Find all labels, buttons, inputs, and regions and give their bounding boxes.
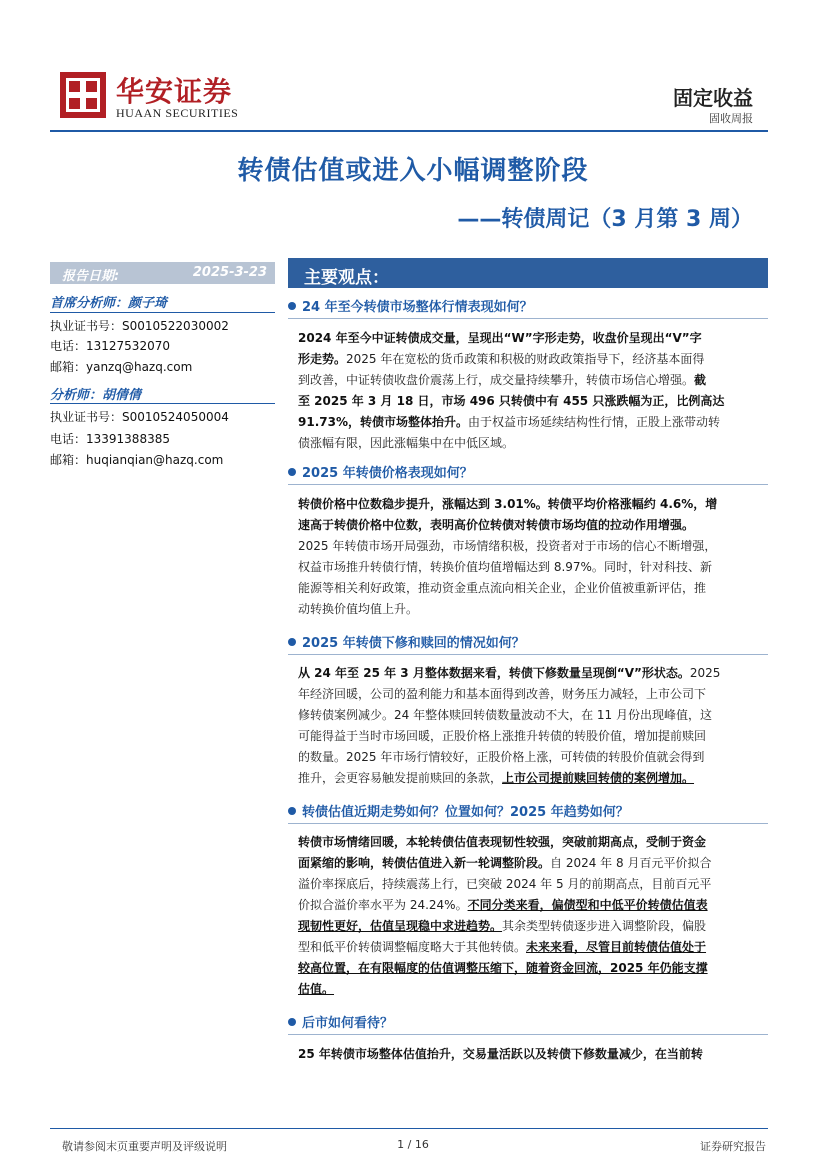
body-text: 溢价率探底后，持续震荡上行，已突破 2024 年 5 月的前期高点，目前百元平 xyxy=(298,877,712,891)
question-divider xyxy=(288,484,768,485)
report-date-bar xyxy=(50,262,275,284)
paragraph-line xyxy=(298,328,758,349)
body-text: 由于权益市场延续结构性行情，正股上涨带动转 xyxy=(467,415,720,429)
paragraph-line xyxy=(298,726,758,747)
key-question-text: 24 年至今转债市场整体行情表现如何？ xyxy=(302,300,533,315)
document-subcategory: 固收周报 xyxy=(709,112,753,125)
chief-analyst-name: 首席分析师：颜子琦 xyxy=(50,296,168,311)
body-text: 能源等相关利好政策，推动资金重点流向相关企业，企业价值被重新评估，推 xyxy=(298,581,707,595)
paragraph-line xyxy=(298,705,758,726)
report-date-label: 报告日期: xyxy=(62,269,120,284)
question-divider xyxy=(288,1034,768,1035)
document-category: 固定收益 xyxy=(673,86,753,110)
paragraph-line xyxy=(298,874,758,895)
paragraph-line xyxy=(298,853,758,874)
analyst-phone: 电话：13391388385 xyxy=(50,432,170,446)
paragraph-line xyxy=(298,599,758,620)
logo-english-name: HUAAN SECURITIES xyxy=(116,106,239,120)
emphasis-text: 上市公司提前赎回转债的案例增加。 xyxy=(502,771,695,785)
logo-chinese-name: 华安证券 xyxy=(116,75,233,108)
body-text: 型和低平价转债调整幅度略大于其他转债。 xyxy=(298,940,527,954)
emphasis-text: 91.73%，转债市场整体抬升。 xyxy=(298,415,468,429)
analyst-cert: 执业证书号：S0010524050004 xyxy=(50,410,229,424)
paragraph-line xyxy=(298,578,758,599)
emphasis-text: 至 2025 年 3 月 18 日，市场 496 只转债中有 455 只涨跌幅为正，比例高达 xyxy=(298,394,725,408)
paragraph-line xyxy=(298,958,758,979)
paragraph-line xyxy=(298,937,758,958)
page-number: 1 / 16 xyxy=(397,1138,429,1151)
body-text: 2025 xyxy=(689,666,721,680)
paragraph-line xyxy=(298,747,758,768)
body-text: 可能得益于当时市场回暖，正股价格上涨推升转债的转股价值，增加提前赎回 xyxy=(298,729,707,743)
bullet-icon xyxy=(288,807,296,815)
paragraph-line xyxy=(298,684,758,705)
footer-disclaimer: 敬请参阅末页重要声明及评级说明 xyxy=(62,1140,227,1153)
bullet-icon xyxy=(288,302,296,310)
body-text: 年经济回暖，公司的盈利能力和基本面得到改善，财务压力减轻，上市公司下 xyxy=(298,687,707,701)
body-text: 到改善，中证转债收盘价震荡上行，成交量持续攀升，转债市场信心增强。 xyxy=(298,373,695,387)
emphasis-text: 估值。 xyxy=(298,982,335,996)
footer-divider xyxy=(50,1128,768,1129)
paragraph-line xyxy=(298,370,758,391)
report-title: 转债估值或进入小幅调整阶段 xyxy=(237,156,589,186)
emphasis-text: 现韧性更好，估值呈现稳中求进趋势。 xyxy=(298,919,503,933)
paragraph-line xyxy=(298,391,758,412)
key-question-text: 后市如何看待？ xyxy=(302,1016,394,1031)
emphasis-text: 25 年转债市场整体估值抬升，交易量活跃以及转债下修数量减少，在当前转 xyxy=(298,1047,703,1061)
body-text: 价拟合溢价率水平为 24.24%。 xyxy=(298,898,468,912)
body-text: 权益市场推升转债行情，转换价值均值增幅达到 8.97%。同时，针对科技、新 xyxy=(298,560,712,574)
analyst-divider xyxy=(50,403,275,404)
paragraph-line xyxy=(298,768,758,789)
question-divider xyxy=(288,318,768,319)
body-text: 修转债案例减少。24 年整体赎回转债数量波动不大，在 11 月份出现峰值，这 xyxy=(298,708,712,722)
paragraph-line xyxy=(298,349,758,370)
analyst-email: 邮箱：huqianqian@hazq.com xyxy=(50,453,224,467)
logo-mark-icon xyxy=(60,72,106,118)
key-points-header xyxy=(288,258,768,288)
key-question xyxy=(288,632,525,651)
emphasis-text: 从 24 年至 25 年 3 月整体数据来看，转债下修数量呈现倒“V”形状态。 xyxy=(298,666,690,680)
paragraph-line xyxy=(298,557,758,578)
body-text: 的数量。2025 年市场行情较好，正股价格上涨，可转债的转股价值就会得到 xyxy=(298,750,705,764)
question-divider xyxy=(288,823,768,824)
key-point-paragraph xyxy=(298,832,758,1000)
key-question xyxy=(288,296,533,315)
key-point-paragraph xyxy=(298,663,758,789)
emphasis-text: 截 xyxy=(694,373,707,387)
report-date-value: 2025-3-23 xyxy=(192,265,267,280)
emphasis-text: 速高于转债价格中位数，表明高价位转债对转债市场均值的拉动作用增强。 xyxy=(298,518,695,532)
company-logo xyxy=(60,72,255,122)
emphasis-text: 形走势。 xyxy=(298,352,347,366)
paragraph-line xyxy=(298,1044,758,1065)
emphasis-text: 未来来看，尽管目前转债估值处于 xyxy=(526,940,707,954)
paragraph-line xyxy=(298,895,758,916)
analyst-email: 邮箱：yanzq@hazq.com xyxy=(50,360,193,374)
key-point-paragraph xyxy=(298,494,758,620)
emphasis-text: 不同分类来看，偏债型和中低平价转债估值表 xyxy=(467,898,708,912)
paragraph-line xyxy=(298,515,758,536)
footer-report-type: 证券研究报告 xyxy=(700,1140,766,1153)
key-question-text: 转债估值近期走势如何？位置如何？2025 年趋势如何？ xyxy=(302,805,629,820)
analyst-name: 分析师：胡倩倩 xyxy=(50,388,142,403)
analyst-phone: 电话：13127532070 xyxy=(50,339,170,353)
body-text: 推升，会更容易触发提前赎回的条款， xyxy=(298,771,503,785)
emphasis-text: 较高位置，在有限幅度的估值调整压缩下，随着资金回流，2025 年仍能支撑 xyxy=(298,961,708,975)
emphasis-text: 转债价格中位数稳步提升，涨幅达到 3.01%。转债平均价格涨幅约 4.6%，增 xyxy=(298,497,718,511)
key-question-text: 2025 年转债下修和赎回的情况如何？ xyxy=(302,636,525,651)
body-text: 自 2024 年 8 月百元平价拟合 xyxy=(550,856,712,870)
body-text: 动转换价值均值上升。 xyxy=(298,602,419,616)
body-text: 2025 年转债市场开局强劲，市场情绪积极，投资者对于市场的信心不断增强， xyxy=(298,539,717,553)
analyst-cert: 执业证书号：S0010522030002 xyxy=(50,319,229,333)
key-question xyxy=(288,801,629,820)
bullet-icon xyxy=(288,638,296,646)
emphasis-text: 转债市场情绪回暖，本轮转债估值表现韧性较强，突破前期高点，受制于资金 xyxy=(298,835,707,849)
key-question xyxy=(288,462,473,481)
paragraph-line xyxy=(298,494,758,515)
report-subtitle: ——转债周记（3 月第 3 周） xyxy=(457,207,753,232)
key-question-text: 2025 年转债价格表现如何？ xyxy=(302,466,473,481)
question-divider xyxy=(288,654,768,655)
key-points-heading: 主要观点： xyxy=(304,268,389,288)
paragraph-line xyxy=(298,916,758,937)
key-point-paragraph xyxy=(298,1044,758,1065)
bullet-icon xyxy=(288,1018,296,1026)
analyst-divider xyxy=(50,312,275,313)
body-text: 2025 年在宽松的货币政策和积极的财政政策指导下，经济基本面得 xyxy=(346,352,705,366)
key-point-paragraph xyxy=(298,328,758,454)
body-text: 债涨幅有限，因此涨幅集中在中低区域。 xyxy=(298,436,515,450)
paragraph-line xyxy=(298,433,758,454)
emphasis-text: 面紧缩的影响，转债估值进入新一轮调整阶段。 xyxy=(298,856,551,870)
key-question xyxy=(288,1012,393,1031)
bullet-icon xyxy=(288,468,296,476)
body-text: 其余类型转债逐步进入调整阶段，偏股 xyxy=(502,919,707,933)
paragraph-line xyxy=(298,412,758,433)
header-divider xyxy=(50,130,768,132)
paragraph-line xyxy=(298,663,758,684)
emphasis-text: 2024 年至今中证转债成交量，呈现出“W”字形走势，收盘价呈现出“V”字 xyxy=(298,331,702,345)
paragraph-line xyxy=(298,832,758,853)
paragraph-line xyxy=(298,536,758,557)
paragraph-line xyxy=(298,979,758,1000)
